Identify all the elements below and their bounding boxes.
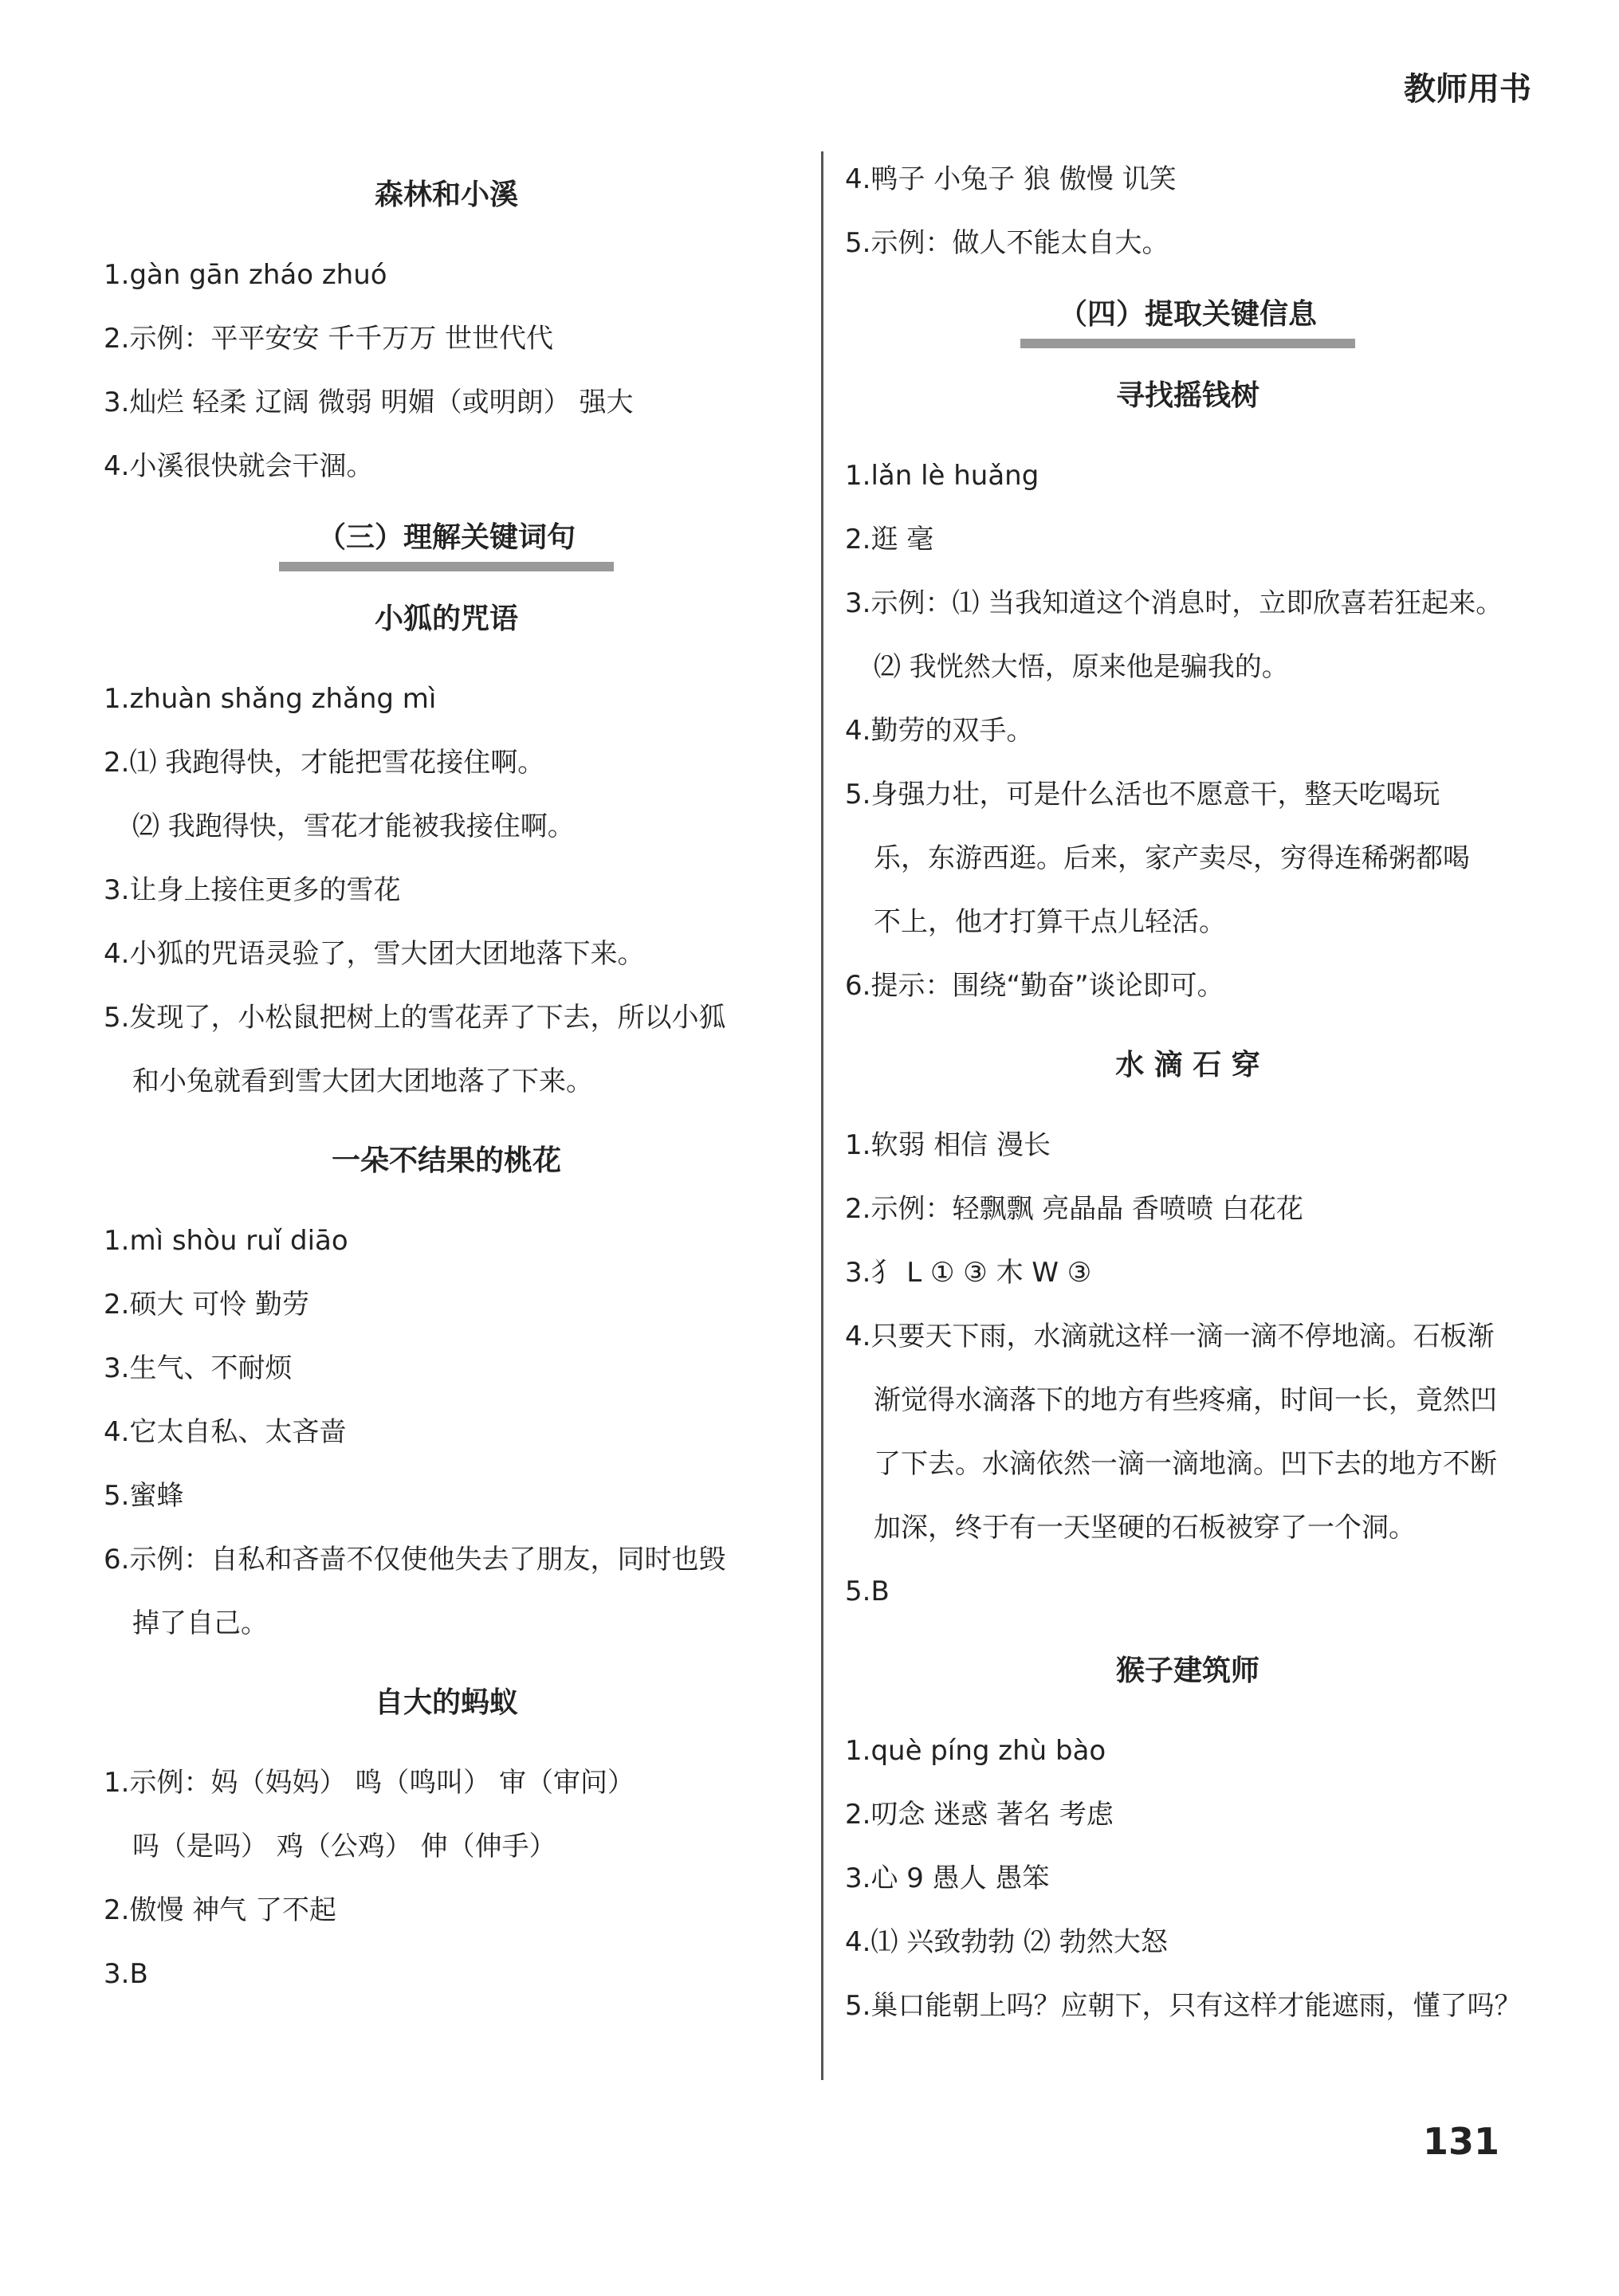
answer-line: 6.示例：自私和吝啬不仅使他失去了朋友，同时也毁 [104, 1544, 726, 1576]
answer-line: 3.生气、不耐烦 [104, 1352, 293, 1384]
section-header: （四）提取关键信息 [1020, 291, 1355, 348]
answer-line: 5.巢口能朝上吗？应朝下，只有这样才能遮雨，懂了吗？ [845, 1990, 1522, 2022]
answer-line: 1.zhuàn shǎng zhǎng mì [104, 683, 437, 715]
answer-line: 2.示例：平平安安 千千万万 世世代代 [104, 323, 554, 355]
divider [821, 151, 823, 2080]
answer-line: 2.示例：轻飘飘 亮晶晶 香喷喷 白花花 [845, 1193, 1303, 1225]
section-title: 猴子建筑师 [1115, 1654, 1259, 1687]
answer-line: 3.⺨ L ① ③ 木 W ③ [845, 1257, 1092, 1289]
answer-line: 4.只要天下雨，水滴就这样一滴一滴不停地滴。石板渐 [845, 1321, 1495, 1352]
answer-line: 1.软弱 相信 漫长 [845, 1129, 1051, 1161]
answer-line: 2.硕大 可怜 勤劳 [104, 1289, 310, 1321]
answer-line: ⑵ 我恍然大悟，原来他是骗我的。 [874, 651, 1289, 683]
answer-line: 渐觉得水滴落下的地方有些疼痛，时间一长，竟然凹 [874, 1384, 1497, 1416]
answer-line: 了下去。水滴依然一滴一滴地滴。凹下去的地方不断 [874, 1448, 1497, 1480]
answer-line: 2.傲慢 神气 了不起 [104, 1894, 337, 1926]
section-header: （三）理解关键词句 [279, 514, 614, 571]
answer-line: 5.B [845, 1576, 890, 1607]
answer-line: 5.发现了，小松鼠把树上的雪花弄了下去，所以小狐 [104, 1002, 726, 1034]
answer-line: 加深，终于有一天坚硬的石板被穿了一个洞。 [874, 1512, 1416, 1544]
section-title: 一朵不结果的桃花 [331, 1144, 561, 1177]
answer-line: 4.⑴ 兴致勃勃 ⑵ 勃然大怒 [845, 1926, 1168, 1958]
section-title: 寻找摇钱树 [1115, 379, 1259, 412]
page-number: 131 [1422, 2120, 1499, 2163]
answer-line: 6.提示：围绕“勤奋”谈论即可。 [845, 970, 1224, 1002]
answer-line: 5.示例：做人不能太自大。 [845, 227, 1169, 259]
left-column [104, 147, 789, 2006]
answer-line: 4.它太自私、太吝啬 [104, 1416, 347, 1448]
answer-line: 5.身强力壮，可是什么活也不愿意干，整天吃喝玩 [845, 779, 1440, 810]
answer-line: ⑵ 我跑得快，雪花才能被我接住啊。 [132, 810, 575, 842]
answer-line: 和小兔就看到雪大团大团地落了下来。 [132, 1066, 593, 1097]
answer-line: 1.gàn gān zháo zhuó [104, 259, 387, 291]
answer-line: 1.示例：妈（妈妈） 鸣（鸣叫） 审（审问） [104, 1767, 635, 1799]
answer-line: 1.què píng zhù bào [845, 1735, 1106, 1767]
answer-line: 4.勤劳的双手。 [845, 715, 1034, 747]
answer-line: 吗（是吗） 鸡（公鸡） 伸（伸手） [132, 1831, 556, 1862]
section-title: 森林和小溪 [374, 179, 518, 211]
answer-line: 3.让身上接住更多的雪花 [104, 874, 401, 906]
right-column [845, 147, 1531, 2038]
answer-line: 2.⑴ 我跑得快，才能把雪花接住啊。 [104, 747, 545, 779]
answer-line: 不上，他才打算干点儿轻活。 [874, 906, 1226, 938]
answer-line: 乐，东游西逛。后来，家产卖尽，穷得连稀粥都喝 [874, 842, 1470, 874]
header: 教师用书 [1404, 71, 1531, 108]
answer-line: 1.mì shòu ruǐ diāo [104, 1225, 348, 1257]
answer-line: 4.小狐的咒语灵验了，雪大团大团地落下来。 [104, 938, 645, 970]
answer-line: 2.叨念 迷惑 著名 考虑 [845, 1799, 1114, 1831]
answer-line: 5.蜜蜂 [104, 1480, 184, 1512]
answer-line: 2.逛 毫 [845, 524, 934, 555]
answer-line: 3.心 9 愚人 愚笨 [845, 1862, 1050, 1894]
section-title: 自大的蚂蚁 [374, 1686, 518, 1719]
answer-line: 4.鸭子 小兔子 狼 傲慢 讥笑 [845, 163, 1177, 195]
answer-line: 4.小溪很快就会干涸。 [104, 450, 374, 482]
answer-line: 3.B [104, 1958, 148, 1990]
answer-line: 3.灿烂 轻柔 辽阔 微弱 明媚（或明朗） 强大 [104, 387, 634, 418]
answer-line: 掉了自己。 [132, 1607, 268, 1639]
answer-line: 1.lǎn lè huǎng [845, 460, 1039, 492]
section-title: 小狐的咒语 [374, 602, 518, 635]
section-title: 水 滴 石 穿 [1115, 1049, 1260, 1081]
answer-line: 3.示例：⑴ 当我知道这个消息时，立即欣喜若狂起来。 [845, 587, 1503, 619]
